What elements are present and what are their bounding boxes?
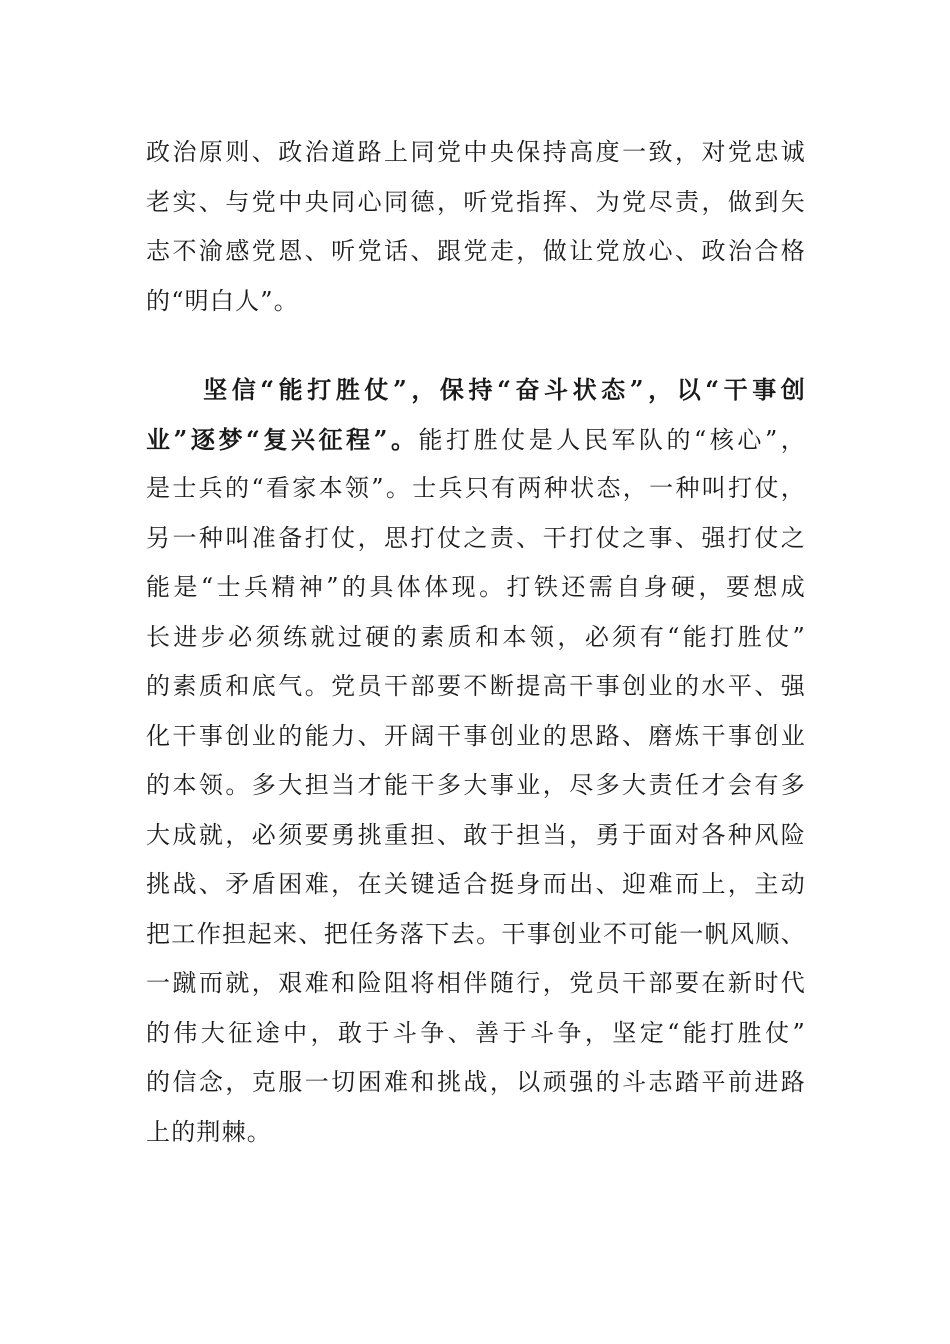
text-line xyxy=(146,712,806,762)
text-line xyxy=(146,1108,806,1158)
body-text: 大成就，必须要勇挑重担、敢于担当，勇于面对各种风险 xyxy=(146,820,806,849)
body-text: 的伟大征途中，敢于斗争、善于斗争，坚定“能打胜仗” xyxy=(146,1018,806,1047)
body-text: 的本领。多大担当才能干多大事业，尽多大责任才会有多 xyxy=(146,771,806,799)
body-text: 一蹴而就，艰难和险阻将相伴随行，党员干部要在新时代 xyxy=(146,969,806,997)
paragraph-2 xyxy=(146,365,806,1157)
bold-heading-text: 坚信“能打胜仗”，保持“奋斗状态”，以“干事创 xyxy=(146,375,806,404)
bold-heading-text: 业”逐梦“复兴征程”。 xyxy=(146,424,419,454)
body-text: 志不渝感党恩、听党话、跟党走，做让党放心、政治合格 xyxy=(146,237,806,265)
text-line xyxy=(146,415,806,465)
text-line xyxy=(146,662,806,712)
text-line xyxy=(146,514,806,564)
text-line xyxy=(146,860,806,910)
text-line xyxy=(146,365,806,415)
text-line xyxy=(146,811,806,861)
body-text: 能打胜仗是人民军队的“核心”， xyxy=(418,425,806,454)
body-text: 化干事创业的能力、开阔干事创业的思路、磨炼干事创业 xyxy=(146,721,806,750)
text-line xyxy=(146,563,806,613)
body-text: 的信念，克服一切困难和挑战，以顽强的斗志踏平前进路 xyxy=(146,1068,806,1096)
body-text: 长进步必须练就过硬的素质和本领，必须有“能打胜仗” xyxy=(146,622,806,651)
body-text: 是士兵的“看家本领”。士兵只有两种状态，一种叫打仗， xyxy=(146,474,806,502)
paragraph-1 xyxy=(146,128,806,326)
body-text: 的“明白人”。 xyxy=(146,286,299,315)
body-text: 把工作担起来、把任务落下去。干事创业不可能一帆风顺、 xyxy=(146,919,806,948)
body-text: 能是“士兵精神”的具体体现。打铁还需自身硬，要想成 xyxy=(146,573,806,601)
body-text: 另一种叫准备打仗，思打仗之责、干打仗之事、强打仗之 xyxy=(146,523,806,552)
text-line xyxy=(146,128,806,178)
text-line xyxy=(146,178,806,228)
body-text: 的素质和底气。党员干部要不断提高干事创业的水平、强 xyxy=(146,672,806,700)
text-line xyxy=(146,464,806,514)
text-line xyxy=(146,277,806,327)
body-text: 挑战、矛盾困难，在关键适合挺身而出、迎难而上，主动 xyxy=(146,870,806,898)
text-line xyxy=(146,613,806,663)
text-line xyxy=(146,1058,806,1108)
text-line xyxy=(146,959,806,1009)
text-line xyxy=(146,910,806,960)
body-text: 上的荆棘。 xyxy=(146,1117,272,1146)
body-text: 政治原则、政治道路上同党中央保持高度一致，对党忠诚 xyxy=(146,138,806,166)
text-line xyxy=(146,761,806,811)
body-text: 老实、与党中央同心同德，听党指挥、为党尽责，做到矢 xyxy=(146,187,806,216)
text-line xyxy=(146,227,806,277)
text-line xyxy=(146,1009,806,1059)
